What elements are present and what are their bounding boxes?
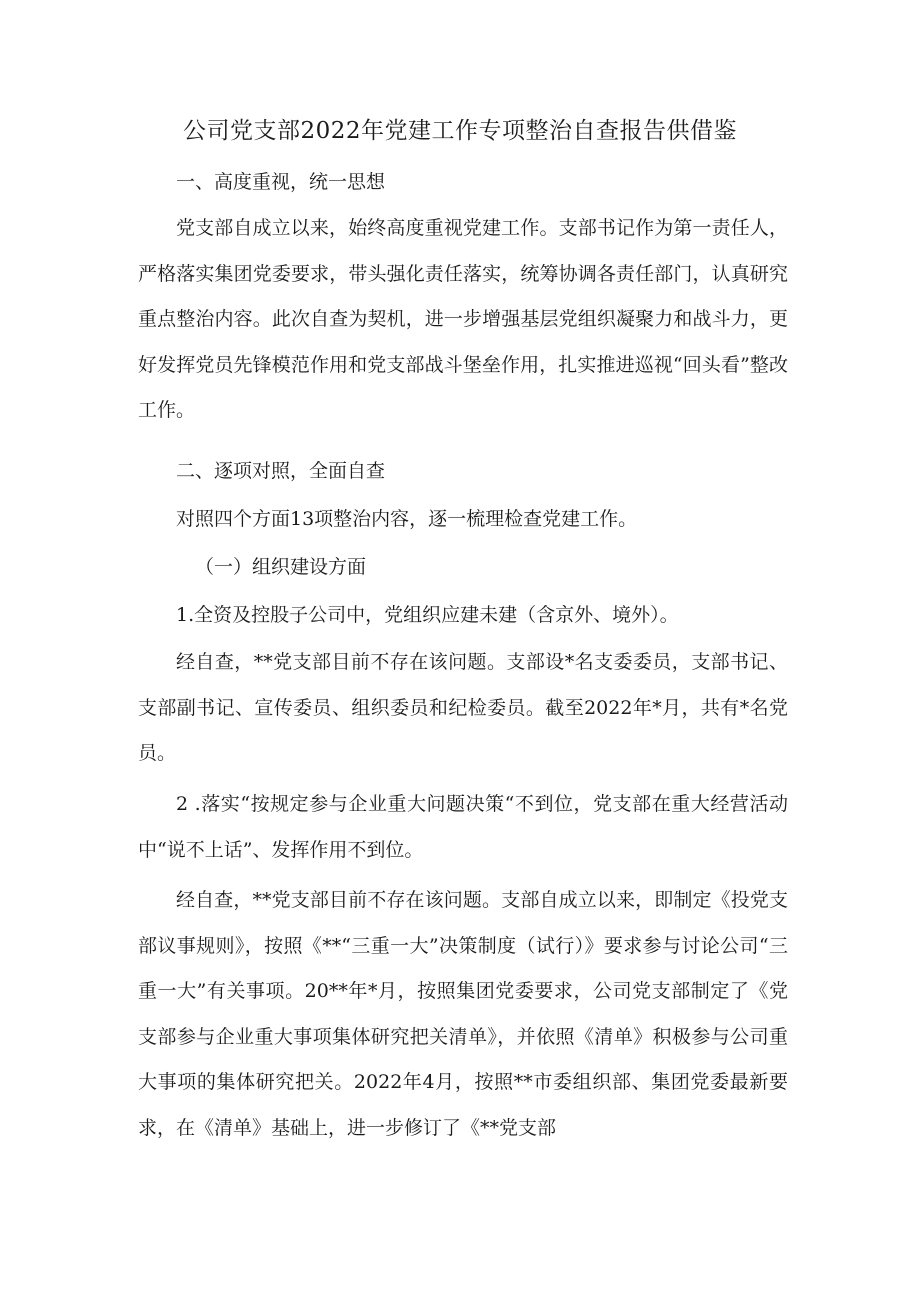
paragraph-1: 党支部自成立以来，始终高度重视党建工作。支部书记作为第一责任人，严格落实集团党委要求，带头强化责任落实，统筹协调各责任部门，认真研究重点整治内容。此次自查为契机，进一步增强基层党组织凝聚力和战斗力，更好发挥党员先锋模范作用和党支部战斗堡垒作用，扎实推进巡视“回头看”整改工作。 — [138, 217, 788, 421]
paragraph-3: 经自查，**党支部目前不存在该问题。支部设*名支委委员，支部书记、支部副书记、宣传委员、组织委员和纪检委员。截至2022年*月，共有*名党员。 — [138, 651, 788, 764]
heading-section-1: 一、高度重视，统一思想 — [176, 171, 386, 193]
item-2: 2 .落实“按规定参与企业重大问题决策“不到位，党支部在重大经营活动中“说不上话”、发挥作用不到位。 — [138, 793, 788, 861]
paragraph-2: 对照四个方面13项整治内容，逐一梳理检查党建工作。 — [176, 508, 638, 530]
heading-section-2: 二、逐项对照，全面自查 — [176, 460, 386, 482]
item-1: 1.全资及控股子公司中，党组织应建未建（含京外、境外）。 — [176, 604, 679, 626]
document-title: 公司党支部2022年党建工作专项整治自查报告供借鉴 — [182, 118, 738, 144]
paragraph-4: 经自查，**党支部目前不存在该问题。支部自成立以来，即制定《投党支部议事规则》，按照《**“三重一大”决策制度（试行）》要求参与讨论公司“三重一大”有关事项。20**年*月，按照集团党委要求，公司党支部制定了《党支部参与企业重大事项集体研究把关清单》，并依照《清单》积极参与公司重大事项的集体研究把关。2022年4月，按照**市委组织部、集团党委最新要求，在《清单》基础上，进一步修订了《**党支部 — [138, 889, 788, 1139]
subheading-organization: （一）组织建设方面 — [195, 556, 367, 578]
